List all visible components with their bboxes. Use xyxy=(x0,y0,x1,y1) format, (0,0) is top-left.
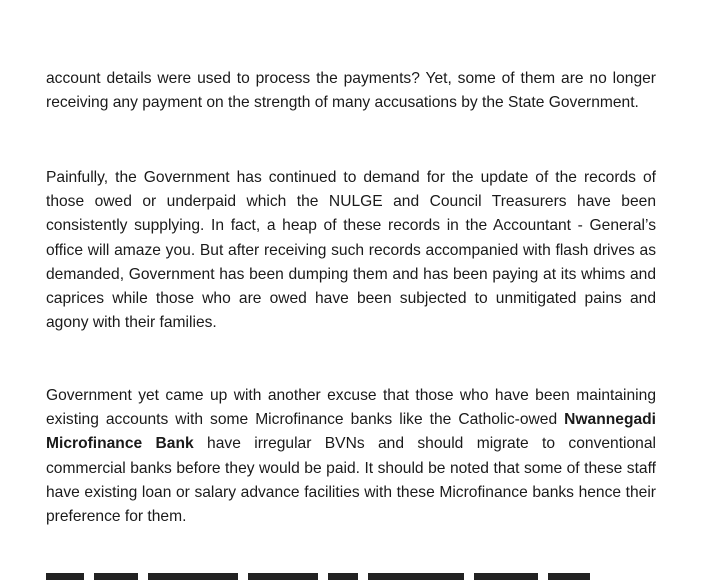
bank-name: Nwannegadi Microfinance Bank xyxy=(46,411,656,453)
paragraph-3 xyxy=(46,384,656,529)
paragraph-3-rest: have irregular BVNs and should migrate to conventional commercial banks before they would be paid. It should be noted that some of these staff have existing loan or salary advance facilities with these Microfinance banks hence their preference for them. xyxy=(46,435,656,526)
paragraph-3-lead: Government yet came up with another excuse that those who have been maintaining existing accounts with some Microfinance banks like the Catholic-owed xyxy=(46,387,656,429)
paragraph-2: Painfully, the Government has continued to demand for the update of the records of those owed or underpaid which the NULGE and Council Treasurers have been consistently supplying. In fact, a heap of these records in the Accountant - General’s office will amaze you. But after receiving such records accompanied with flash drives as demanded, Government has been dumping them and has been paying at its whims and caprices while those who are owed have been subjected to unmitigated pains and agony with their families. xyxy=(46,169,656,332)
cut-off-text-line xyxy=(46,573,656,580)
paragraph-1: account details were used to process the payments? Yet, some of them are no longer receiving any payment on the strength of many accusations by the State Government. xyxy=(46,70,656,112)
